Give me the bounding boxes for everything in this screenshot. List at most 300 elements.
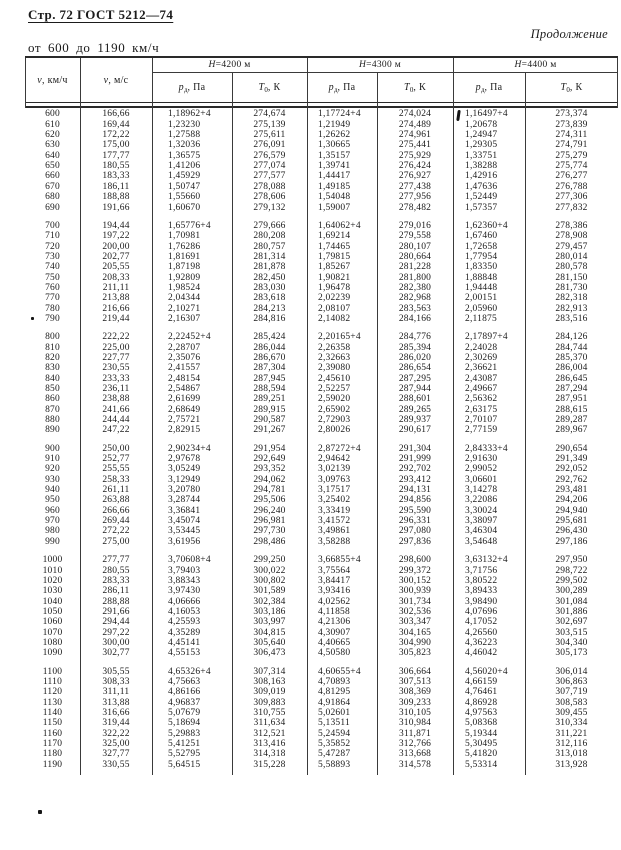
table-cell: 285,424 — [253, 332, 286, 343]
table-cell: 205,55 — [102, 262, 130, 273]
p-symbol: p — [328, 81, 334, 93]
column-header-pd-4400 — [453, 73, 525, 102]
table-cell: 3,45074 — [168, 516, 201, 527]
table-cell: 286,670 — [253, 352, 286, 363]
table-cell: 283,618 — [253, 293, 286, 304]
header-separator-rule-thick — [25, 106, 618, 108]
table-cell: 309,455 — [555, 707, 588, 718]
table-cell: 175,00 — [102, 140, 130, 151]
table-cell: 252,77 — [102, 454, 130, 465]
table-cell: 3,97430 — [168, 586, 201, 597]
table-cell: 2,82915 — [168, 425, 201, 436]
table-cell: 311,221 — [555, 728, 588, 739]
table-cell: 284,166 — [398, 313, 432, 324]
table-cell: 3,75564 — [318, 565, 351, 576]
table-cell: 890 — [45, 425, 60, 436]
table-cell: 308,583 — [555, 697, 588, 708]
table-cell: 4,81295 — [318, 687, 351, 698]
t-unit: , К — [569, 81, 583, 93]
table-cell: 310,984 — [398, 718, 432, 729]
table-cell: 1,88848 — [465, 272, 498, 283]
table-cell: 950 — [45, 495, 60, 506]
h4300-value: =4300 м — [366, 60, 402, 70]
data-table — [25, 56, 618, 775]
table-cell: 1,69214 — [318, 231, 351, 242]
table-cell: 275,00 — [102, 536, 130, 547]
table-cell: 4,56020+4 — [465, 666, 508, 677]
t-symbol: T — [560, 81, 567, 93]
table-cell: 283,33 — [102, 575, 130, 586]
row-block — [25, 221, 618, 324]
table-cell: 306,014 — [555, 666, 588, 677]
table-cell: 296,430 — [555, 526, 588, 537]
table-cell: 5,47287 — [318, 749, 351, 760]
table-cell: 970 — [45, 516, 60, 527]
table-cell: 306,664 — [398, 666, 432, 677]
table-cell: 273,374 — [555, 109, 588, 120]
table-cell: 172,22 — [102, 130, 130, 141]
table-cell: 272,22 — [102, 526, 130, 537]
table-cell: 4,86166 — [168, 687, 201, 698]
table-cell: 1140 — [42, 707, 63, 718]
table-row — [25, 263, 618, 273]
table-cell: 1,76286 — [168, 241, 201, 252]
table-cell: 1,20678 — [465, 119, 498, 130]
table-cell: 273,839 — [555, 119, 588, 130]
table-row — [25, 333, 618, 343]
table-cell: 2,17897+4 — [465, 332, 508, 343]
table-cell: 287,944 — [398, 384, 432, 395]
table-cell: 3,79403 — [168, 565, 201, 576]
table-cell: 286,044 — [253, 342, 286, 353]
table-cell: 4,50580 — [318, 648, 351, 659]
table-row — [25, 315, 618, 325]
table-cell: 790 — [45, 313, 60, 324]
table-cell: 1,57357 — [465, 202, 498, 213]
table-cell: 1,64062+4 — [318, 220, 361, 231]
table-cell: 306,473 — [253, 648, 286, 659]
table-cell: 274,024 — [398, 109, 432, 120]
table-row — [25, 294, 618, 304]
table-cell: 4,26560 — [465, 627, 498, 638]
table-cell: 286,020 — [398, 352, 432, 363]
table-cell: 1100 — [42, 666, 63, 677]
table-cell: 286,11 — [102, 586, 130, 597]
table-cell: 2,36621 — [465, 363, 498, 374]
table-cell: 1010 — [42, 565, 63, 576]
table-cell: 275,441 — [398, 140, 432, 151]
table-row — [25, 760, 618, 770]
p-subscript: д — [183, 85, 188, 94]
table-cell: 296,240 — [253, 505, 286, 516]
table-cell: 278,606 — [253, 192, 286, 203]
table-cell: 2,14082 — [318, 313, 351, 324]
table-cell: 3,53445 — [168, 526, 201, 537]
table-cell: 1180 — [42, 749, 63, 760]
table-row — [25, 527, 618, 537]
table-cell: 3,12949 — [168, 474, 201, 485]
table-cell: 2,63175 — [465, 404, 498, 415]
table-cell: 1090 — [42, 648, 63, 659]
table-cell: 307,314 — [253, 666, 286, 677]
table-cell: 980 — [45, 526, 60, 537]
table-cell: 1170 — [42, 739, 63, 750]
table-row — [25, 395, 618, 405]
table-cell: 1,36575 — [168, 150, 201, 161]
table-row — [25, 566, 618, 576]
table-cell: 2,30269 — [465, 352, 498, 363]
table-cell: 315,228 — [253, 759, 286, 770]
table-cell: 2,02239 — [318, 293, 351, 304]
table-cell: 282,968 — [398, 293, 432, 304]
table-cell: 188,88 — [102, 192, 130, 203]
table-cell: 319,44 — [102, 718, 130, 729]
table-cell: 281,228 — [398, 262, 432, 273]
table-row — [25, 750, 618, 760]
table-cell: 276,788 — [555, 181, 588, 192]
table-cell: 4,97563 — [465, 707, 498, 718]
table-cell: 330,55 — [102, 759, 130, 770]
table-cell: 309,883 — [253, 697, 286, 708]
table-cell: 304,165 — [398, 627, 432, 638]
table-row — [25, 364, 618, 374]
table-cell: 327,77 — [102, 749, 130, 760]
p-subscript: д — [480, 85, 485, 94]
table-cell: 2,77159 — [465, 425, 498, 436]
table-cell: 1,92809 — [168, 272, 201, 283]
table-cell: 2,41557 — [168, 363, 201, 374]
row-block — [25, 110, 618, 213]
table-cell: 284,126 — [555, 332, 588, 343]
row-block — [25, 444, 618, 547]
table-cell: 4,06666 — [168, 596, 201, 607]
table-cell: 300,00 — [102, 637, 130, 648]
table-cell: 1,79815 — [318, 251, 351, 262]
table-cell: 3,02139 — [318, 464, 351, 475]
table-cell: 2,87272+4 — [318, 443, 361, 454]
table-cell: 274,791 — [555, 140, 588, 151]
table-cell: 294,44 — [102, 617, 130, 628]
table-cell: 241,66 — [102, 404, 130, 415]
table-cell: 307,513 — [398, 676, 432, 687]
table-cell: 298,722 — [555, 565, 588, 576]
table-cell: 3,38097 — [465, 516, 498, 527]
table-cell: 2,11875 — [465, 313, 497, 324]
table-cell: 313,018 — [555, 749, 588, 760]
table-cell: 292,649 — [253, 454, 286, 465]
table-cell: 296,331 — [398, 516, 432, 527]
table-cell: 297,22 — [102, 627, 130, 638]
table-cell: 1,45929 — [168, 171, 201, 182]
table-cell: 1,81691 — [168, 251, 201, 262]
table-cell: 305,55 — [102, 666, 130, 677]
table-cell: 325,00 — [102, 739, 130, 750]
h4400-value: =4400 м — [521, 60, 557, 70]
table-cell: 4,25593 — [168, 617, 201, 628]
t-subscript: 0 — [264, 85, 268, 94]
table-cell: 2,91630 — [465, 454, 498, 465]
table-cell: 720 — [45, 241, 60, 252]
table-header — [25, 58, 618, 102]
table-cell: 1,44417 — [318, 171, 351, 182]
table-cell: 2,24028 — [465, 342, 498, 353]
table-cell: 2,08107 — [318, 303, 351, 314]
table-cell: 292,052 — [555, 464, 588, 475]
table-cell: 4,55153 — [168, 648, 201, 659]
table-cell: 258,33 — [102, 474, 130, 485]
table-cell: 309,233 — [398, 697, 432, 708]
table-cell: 314,318 — [253, 749, 286, 760]
table-cell: 5,02601 — [318, 707, 351, 718]
table-cell: 3,41572 — [318, 516, 351, 527]
table-cell: 2,56362 — [465, 394, 498, 405]
table-cell: 297,950 — [555, 555, 588, 566]
table-cell: 305,823 — [398, 648, 432, 659]
table-cell: 1,70981 — [168, 231, 201, 242]
table-cell: 266,66 — [102, 505, 130, 516]
table-cell: 1,72658 — [465, 241, 498, 252]
p-unit: , Па — [484, 81, 503, 93]
table-cell: 310,105 — [398, 707, 432, 718]
table-cell: 2,28707 — [168, 342, 201, 353]
table-cell: 302,536 — [398, 606, 432, 617]
table-cell: 740 — [45, 262, 60, 273]
table-cell: 222,22 — [102, 332, 130, 343]
table-cell: 1,32036 — [168, 140, 201, 151]
table-cell: 820 — [45, 352, 60, 363]
table-cell: 1,65776+4 — [168, 220, 211, 231]
h-symbol: H — [514, 60, 522, 70]
table-cell: 291,349 — [555, 454, 588, 465]
h-symbol: H — [358, 60, 367, 70]
table-cell: 4,07696 — [465, 606, 498, 617]
table-row — [25, 618, 618, 628]
table-cell: 275,774 — [555, 161, 588, 172]
table-cell: 322,22 — [102, 728, 130, 739]
table-cell: 3,63132+4 — [465, 555, 508, 566]
table-cell: 1,33751 — [465, 150, 498, 161]
table-cell: 1,41206 — [168, 161, 201, 172]
table-cell: 285,394 — [398, 342, 432, 353]
table-cell: 314,578 — [398, 759, 432, 770]
table-cell: 1,27588 — [168, 130, 201, 141]
table-cell: 2,43087 — [465, 373, 498, 384]
table-cell: 670 — [45, 181, 60, 192]
table-cell: 300,939 — [398, 586, 432, 597]
table-cell: 1,83350 — [465, 262, 498, 273]
table-cell: 960 — [45, 505, 60, 516]
table-cell: 940 — [45, 485, 60, 496]
table-cell: 287,295 — [398, 373, 432, 384]
table-cell: 200,00 — [102, 241, 130, 252]
table-cell: 1120 — [42, 687, 63, 698]
v-ms-unit: , м/с — [108, 74, 129, 86]
table-cell: 280,757 — [253, 241, 286, 252]
table-cell: 308,33 — [102, 676, 130, 687]
table-cell: 289,967 — [555, 425, 588, 436]
table-cell: 311,634 — [253, 718, 286, 729]
table-cell: 283,030 — [253, 282, 286, 293]
table-cell: 5,58893 — [318, 759, 351, 770]
table-cell: 5,41251 — [168, 739, 201, 750]
table-cell: 289,937 — [398, 415, 432, 426]
table-cell: 4,40665 — [318, 637, 351, 648]
table-cell: 219,44 — [102, 313, 130, 324]
table-cell: 306,863 — [555, 676, 588, 687]
table-row — [25, 203, 618, 213]
table-cell: 1,87198 — [168, 262, 201, 273]
table-cell: 238,88 — [102, 394, 130, 405]
table-cell: 860 — [45, 394, 60, 405]
table-cell: 297,186 — [555, 536, 588, 547]
table-cell: 2,68649 — [168, 404, 201, 415]
table-cell: 303,515 — [555, 627, 588, 638]
table-cell: 288,615 — [555, 404, 588, 415]
table-cell: 4,70893 — [318, 676, 351, 687]
table-cell: 293,412 — [398, 474, 432, 485]
table-cell: 3,71756 — [465, 565, 498, 576]
table-row — [25, 465, 618, 475]
t-unit: , К — [267, 81, 281, 93]
table-cell: 307,719 — [555, 687, 588, 698]
table-cell: 284,816 — [253, 313, 286, 324]
row-block — [25, 556, 618, 659]
table-cell: 305,173 — [555, 648, 588, 659]
table-cell: 3,66855+4 — [318, 555, 361, 566]
table-cell: 4,65326+4 — [168, 666, 211, 677]
table-cell: 295,506 — [253, 495, 286, 506]
table-cell: 289,251 — [253, 394, 286, 405]
table-cell: 2,05960 — [465, 303, 498, 314]
table-cell: 5,41820 — [465, 749, 498, 760]
table-cell: 1,18962+4 — [168, 109, 211, 120]
table-cell: 1,62360+4 — [465, 220, 508, 231]
table-cell: 281,878 — [253, 262, 286, 273]
table-cell: 1160 — [42, 728, 63, 739]
table-cell: 316,66 — [102, 707, 130, 718]
column-header-v-ms — [80, 58, 152, 102]
table-cell: 3,61956 — [168, 536, 201, 547]
table-cell: 291,267 — [253, 425, 286, 436]
table-cell: 292,702 — [398, 464, 432, 475]
p-symbol: p — [178, 81, 184, 93]
table-cell: 225,00 — [102, 342, 130, 353]
table-cell: 282,380 — [398, 282, 432, 293]
table-cell: 5,08368 — [465, 718, 498, 729]
table-cell: 302,384 — [253, 596, 286, 607]
table-cell: 255,55 — [102, 464, 130, 475]
table-cell: 294,856 — [398, 495, 432, 506]
table-row — [25, 597, 618, 607]
table-cell: 287,945 — [253, 373, 286, 384]
table-cell: 281,800 — [398, 272, 432, 283]
table-cell: 3,14278 — [465, 485, 498, 496]
table-cell: 3,54648 — [465, 536, 498, 547]
table-cell: 300,802 — [253, 575, 286, 586]
table-cell: 4,76461 — [465, 687, 498, 698]
table-cell: 3,30024 — [465, 505, 498, 516]
table-cell: 630 — [45, 140, 60, 151]
table-cell: 1,52449 — [465, 192, 498, 203]
table-cell: 2,22452+4 — [168, 332, 211, 343]
table-cell: 3,46304 — [465, 526, 498, 537]
table-cell: 3,36841 — [168, 505, 201, 516]
table-cell: 1,49185 — [318, 181, 351, 192]
table-cell: 303,997 — [253, 617, 286, 628]
table-cell: 700 — [45, 220, 60, 231]
t-subscript: 0 — [566, 85, 570, 94]
table-cell: 230,55 — [102, 363, 130, 374]
table-cell: 293,481 — [555, 485, 588, 496]
table-cell: 311,11 — [102, 687, 130, 698]
table-row — [25, 273, 618, 283]
table-cell: 2,04344 — [168, 293, 201, 304]
table-cell: 202,77 — [102, 251, 130, 262]
table-cell: 4,16053 — [168, 606, 201, 617]
table-row — [25, 667, 618, 677]
table-cell: 4,11858 — [318, 606, 350, 617]
table-cell: 169,44 — [102, 119, 130, 130]
table-cell: 2,35076 — [168, 352, 201, 363]
table-cell: 810 — [45, 342, 60, 353]
table-row — [25, 304, 618, 314]
table-cell: 4,45141 — [168, 637, 201, 648]
table-row — [25, 628, 618, 638]
table-cell: 2,94642 — [318, 454, 351, 465]
column-header-t0-4300 — [377, 73, 453, 102]
table-cell: 640 — [45, 150, 60, 161]
table-cell: 1,77954 — [465, 251, 498, 262]
table-cell: 4,17052 — [465, 617, 498, 628]
table-cell: 304,815 — [253, 627, 286, 638]
table-cell: 1050 — [42, 606, 63, 617]
p-symbol: p — [475, 81, 481, 93]
table-row — [25, 232, 618, 242]
table-cell: 250,00 — [102, 443, 130, 454]
p-unit: , Па — [187, 81, 206, 93]
table-cell: 287,951 — [555, 394, 588, 405]
table-cell: 5,53314 — [465, 759, 498, 770]
table-cell: 293,352 — [253, 464, 286, 475]
table-cell: 278,908 — [555, 231, 588, 242]
table-cell: 301,734 — [398, 596, 432, 607]
table-row — [25, 343, 618, 353]
table-cell: 2,39080 — [318, 363, 351, 374]
table-cell: 3,84417 — [318, 575, 351, 586]
table-cell: 313,88 — [102, 697, 130, 708]
table-row — [25, 193, 618, 203]
table-cell: 840 — [45, 373, 60, 384]
table-cell: 288,594 — [253, 384, 286, 395]
table-cell: 4,96837 — [168, 697, 201, 708]
table-cell: 3,22086 — [465, 495, 498, 506]
table-cell: 244,44 — [102, 415, 130, 426]
table-cell: 308,369 — [398, 687, 432, 698]
table-cell: 177,77 — [102, 150, 130, 161]
table-cell: 279,457 — [555, 241, 588, 252]
table-cell: 276,091 — [253, 140, 286, 151]
table-cell: 750 — [45, 272, 60, 283]
table-cell: 290,654 — [555, 443, 588, 454]
table-cell: 312,116 — [555, 739, 588, 750]
table-cell: 289,265 — [398, 404, 432, 415]
table-cell: 301,589 — [253, 586, 286, 597]
table-cell: 2,75721 — [168, 415, 201, 426]
table-cell: 1,24947 — [465, 130, 498, 141]
table-cell: 276,579 — [253, 150, 286, 161]
table-cell: 3,98490 — [465, 596, 498, 607]
table-cell: 166,66 — [102, 109, 130, 120]
